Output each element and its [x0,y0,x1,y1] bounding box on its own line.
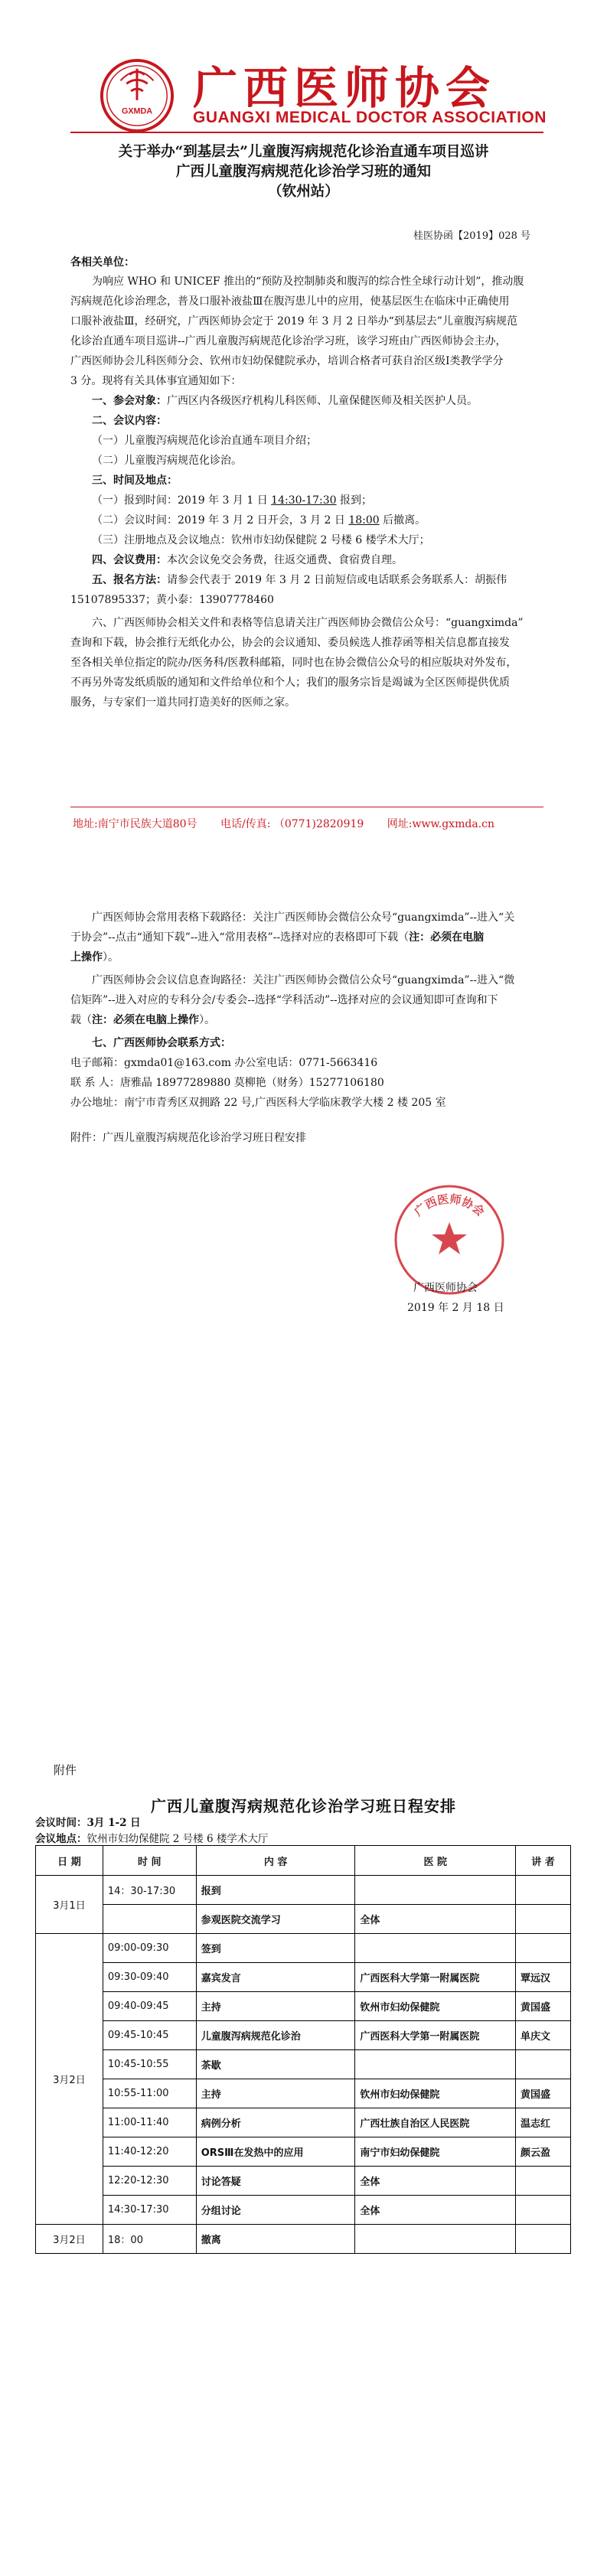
text: 于协会”--点击“通知下载”--进入“常用表格”--选择对应的表格即可下载（ [70,931,410,944]
contact-people: 联 系 人：唐雅晶 18977289880 莫柳艳（财务）15277106180 [70,1077,384,1089]
header-date: 日 期 [36,1846,103,1876]
table-row [36,1963,571,1992]
cell-content: 讨论答疑 [196,2167,355,2196]
cell-speaker [516,1876,571,1905]
pc-only-note: 上操作 [70,951,103,964]
cell-content: 茶歇 [196,2050,355,2079]
wechat-info-line: 服务，与专家们一道共同打造美好的医师之家。 [70,696,295,709]
cell-hospital [355,1934,516,1963]
header-hospital: 医 院 [355,1846,516,1876]
cell-time: 14:30-17:30 [103,2196,196,2225]
cell-speaker: 黄国盛 [516,1992,571,2021]
section-text: 请参会代表于 2019 年 3 月 2 日前短信或电话联系会务联系人：胡振伟 [167,574,507,586]
table-row [36,1934,571,1963]
table-row [36,1905,571,1934]
cell-speaker: 单庆文 [516,2021,571,2050]
cell-speaker: 黄国盛 [516,2079,571,2108]
header-content: 内 容 [196,1846,355,1876]
cell-speaker: 颜云盈 [516,2137,571,2167]
intro-line: 3 分。现将有关具体事宜通知如下： [70,375,242,387]
forms-path-line [70,929,484,946]
registration-hours: 14:30-17:30 [271,494,337,507]
section-label: 一、参会对象： [92,395,167,407]
signature: 广西医师协会 [413,1282,478,1294]
section-label: 五、报名方法： [92,574,167,586]
section-time-place-label: 三、时间及地点： [92,474,178,487]
notice-title-line3: （钦州站） [268,184,339,200]
meeting-info-path-line [70,1012,215,1029]
wechat-info-line: 查询和下载，协会推行无纸化办公，协会的会议通知、委员候选人推荐函等相关信息都直接发 [70,637,510,649]
salutation: 各相关单位： [70,256,135,269]
section-content-label: 二、会议内容： [92,415,167,427]
cell-speaker: 覃远汉 [516,1963,571,1992]
table-row [36,2167,571,2196]
cell-content: 病例分析 [196,2108,355,2137]
attachment-note: 附件：广西儿童腹泻病规范化诊治学习班日程安排 [70,1132,306,1144]
forms-path-line [70,949,119,966]
text: 报到； [336,494,373,507]
cell-content: ORSⅢ在发热中的应用 [196,2137,355,2167]
cell-content: 签到 [196,1934,355,1963]
intro-line: 为响应 WHO 和 UNICEF 推出的“预防及控制肺炎和腹泻的综合性全球行动计划”，推动腹 [92,276,524,288]
value: 3月 1-2 日 [86,1817,141,1829]
table-row [36,2021,571,2050]
cell-content: 撤离 [196,2225,355,2254]
issue-date: 2019 年 2 月 18 日 [407,1302,504,1314]
cell-hospital [355,2225,516,2254]
cell-hospital: 广西医科大学第一附属医院 [355,1963,516,1992]
content-item: （二）儿童腹泻病规范化诊治。 [92,455,242,467]
wechat-info-line: 六、广西医师协会相关文件和表格等信息请关注广西医师协会微信公众号：“guangximda” [92,617,524,629]
cell-content: 报到 [196,1876,355,1905]
cell-time: 09:45-10:45 [103,2021,196,2050]
cell-speaker [516,1934,571,1963]
intro-line: 化诊治直通车项目巡讲--广西儿童腹泻病规范化诊治学习班，该学习班由广西医师协会主办， [70,335,507,347]
section-label: 四、会议费用： [92,554,167,566]
meeting-info-path-line: 广西医师协会会议信息查询路径：关注广西医师协会微信公众号“guangximda”--进入“微 [92,974,515,986]
cell-hospital: 钦州市妇幼保健院 [355,2079,516,2108]
section-participants [92,393,478,409]
cell-speaker [516,2167,571,2196]
cell-content: 分组讨论 [196,2196,355,2225]
cell-date: 3月2日 [36,2225,103,2254]
cell-time: 09:40-09:45 [103,1992,196,2021]
section-registration [92,572,507,589]
cell-time: 14：30-17:30 [103,1876,196,1905]
cell-date: 3月1日 [36,1876,103,1934]
attachment-title: 广西儿童腹泻病规范化诊治学习班日程安排 [151,1797,456,1815]
text: （二）会议时间：2019 年 3 月 2 日开会，3 月 2 日 [92,514,349,527]
text: ）。 [199,1014,215,1026]
footer-phone: 电话/传真: （0771)2820919 [220,818,364,830]
cell-hospital: 全体 [355,2167,516,2196]
cell-time: 12:20-12:30 [103,2167,196,2196]
cell-hospital: 钦州市妇幼保健院 [355,1992,516,2021]
cell-time: 18：00 [103,2225,196,2254]
header-time: 时 间 [103,1846,196,1876]
cell-hospital [355,1876,516,1905]
org-name-en: GUANGXI MEDICAL DOCTOR ASSOCIATION [193,109,547,126]
table-row [36,2079,571,2108]
cell-content: 主持 [196,2079,355,2108]
cell-hospital: 广西壮族自治区人民医院 [355,2108,516,2137]
pc-only-note: 注：必须在电脑上操作 [92,1014,199,1026]
notice-title-line2: 广西儿童腹泻病规范化诊治学习班的通知 [175,164,431,180]
cell-hospital: 全体 [355,2196,516,2225]
cell-hospital: 全体 [355,1905,516,1934]
cell-date: 3月2日 [36,1934,103,2225]
cell-speaker [516,1905,571,1934]
table-row [36,1876,571,1905]
intro-line: 泻病规范化诊治理念，普及口服补液盐Ⅲ在腹泻患儿中的应用，使基层医生在临床中正确使用 [70,295,510,308]
contact-email-phone: 电子邮箱：gxmda01@163.com 办公室电话：0771-5663416 [70,1057,378,1069]
meeting-info-path-line: 信矩阵”--进入对应的专科分会/专委会--选择“学科活动”--选择对应的会议通知即可查询和下 [70,994,498,1006]
section-text: 本次会议免交会务费，往返交通费、食宿费自理。 [167,554,403,566]
cell-content: 主持 [196,1992,355,2021]
cell-speaker [516,2050,571,2079]
table-row [36,1992,571,2021]
label: 会议地点： [35,1833,87,1845]
meeting-time-row [35,1815,141,1831]
cell-time: 09:30-09:40 [103,1963,196,1992]
notice-title-line1: 关于举办“到基层去”儿童腹泻病规范化诊治直通车项目巡讲 [118,144,489,160]
header-divider [70,132,543,133]
wechat-info-line: 至各相关单位指定的院办/医务科/医教科邮箱，同时也在协会微信公众号的相应版块对外发布， [70,657,517,669]
contact-section-label: 七、广西医师协会联系方式： [92,1037,231,1049]
cell-hospital: 南宁市妇幼保健院 [355,2137,516,2167]
cell-time: 11:40-12:20 [103,2137,196,2167]
cell-speaker [516,2225,571,2254]
pc-only-note: 注：必须在电脑 [409,931,485,944]
attachment-label: 附件 [54,1763,77,1777]
cell-time [103,1905,196,1934]
footer-website: 网址:www.gxmda.cn [387,818,494,830]
text: 载（ [70,1014,92,1026]
value: 钦州市妇幼保健院 2 号楼 6 楼学术大厅 [86,1833,269,1845]
association-logo [100,58,175,133]
doc-number: 桂医协函【2019】028 号 [413,230,531,242]
org-name-cn: 广西医师协会 [193,62,497,114]
departure-time: 18:00 [348,514,380,527]
intro-line: 广西医师协会儿科医师分会、钦州市妇幼保健院承办，培训合格者可获自治区级Ⅰ类教学学分 [70,355,504,367]
intro-line: 口服补液盐Ⅲ，经研究，广西医师协会定于 2019 年 3 月 2 日举办“到基层去”儿童腹泻病规范 [70,315,517,328]
registration-contacts: 15107895337；黄小泰：13907778460 [70,594,274,606]
cell-hospital [355,2050,516,2079]
cell-speaker [516,2196,571,2225]
schedule-table [35,1845,571,2254]
label: 会议时间： [35,1817,87,1829]
wechat-info-line: 不再另外寄发纸质版的通知和文件给单位和个人；我们的服务宗旨是竭诚为全区医师提供优质 [70,677,510,689]
table-row [36,2196,571,2225]
cell-content: 嘉宾发言 [196,1963,355,1992]
meeting-place: （三）注册地点及会议地点：钦州市妇幼保健院 2 号楼 6 楼学术大厅； [92,534,430,546]
cell-time: 10:55-11:00 [103,2079,196,2108]
forms-path-line: 广西医师协会常用表格下载路径：关注广西医师协会微信公众号“guangximda”--进入“关 [92,911,515,924]
cell-content: 儿童腹泻病规范化诊治 [196,2021,355,2050]
cell-hospital: 广西医科大学第一附属医院 [355,2021,516,2050]
cell-speaker: 温志红 [516,2108,571,2137]
text: 后撤离。 [379,514,426,527]
contact-address: 办公地址：南宁市青秀区双拥路 22 号,广西医科大学临床教学大楼 2 楼 205 室 [70,1097,446,1109]
section-text: 广西区内各级医疗机构儿科医师、儿童保健医师及相关医护人员。 [167,395,478,407]
cell-time: 09:00-09:30 [103,1934,196,1963]
text: （一）报到时间：2019 年 3 月 1 日 [92,494,272,507]
table-row [36,2225,571,2254]
header-speaker: 讲 者 [516,1846,571,1876]
cell-content: 参观医院交流学习 [196,1905,355,1934]
section-fees [92,552,403,569]
table-row [36,2137,571,2167]
page-footer [73,816,543,831]
cell-time: 11:00-11:40 [103,2108,196,2137]
svg-text:广西医师协会: 广西医师协会 [411,1192,488,1219]
meeting-time [92,512,426,529]
text: ）。 [103,951,119,964]
table-header-row [36,1846,571,1876]
table-row [36,2108,571,2137]
table-row [36,2050,571,2079]
svg-text:GXMDA: GXMDA [121,106,153,116]
footer-address: 地址:南宁市民族大道80号 [73,818,197,830]
registration-time [92,492,372,509]
cell-time: 10:45-10:55 [103,2050,196,2079]
content-item: （一）儿童腹泻病规范化诊治直通车项目介绍； [92,435,317,447]
